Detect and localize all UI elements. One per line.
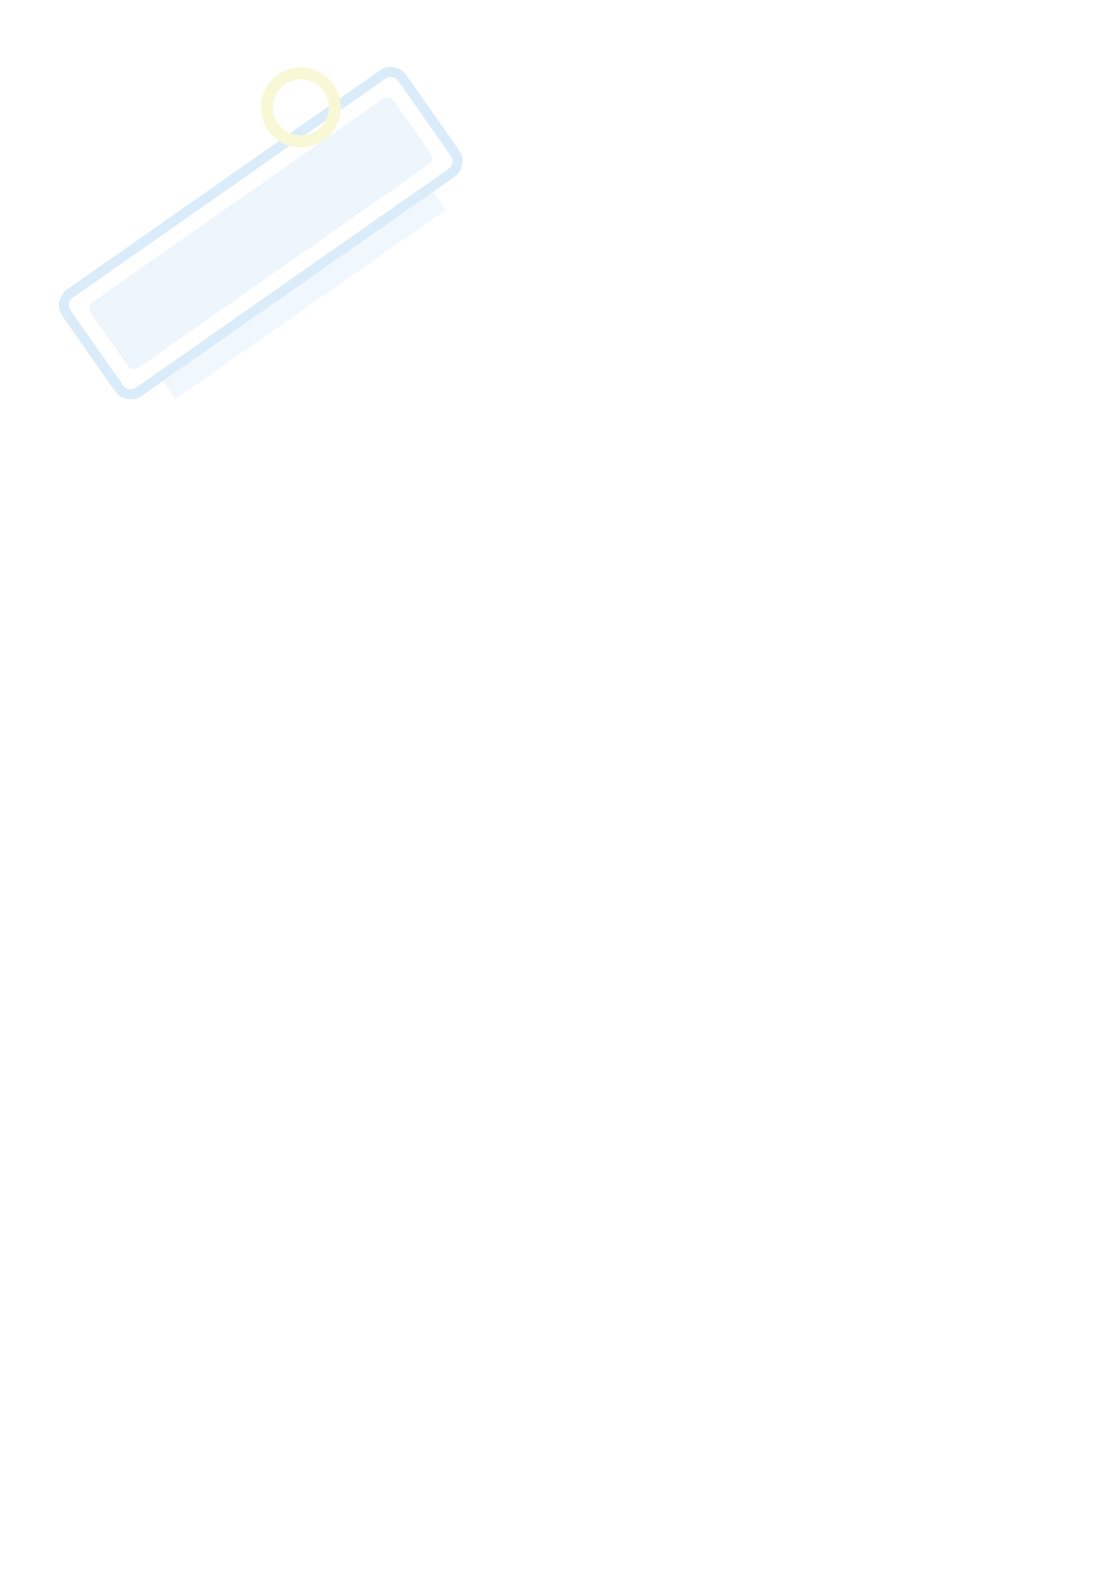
document-body [107, 132, 1002, 169]
watermark-logo-icon [30, 45, 480, 405]
